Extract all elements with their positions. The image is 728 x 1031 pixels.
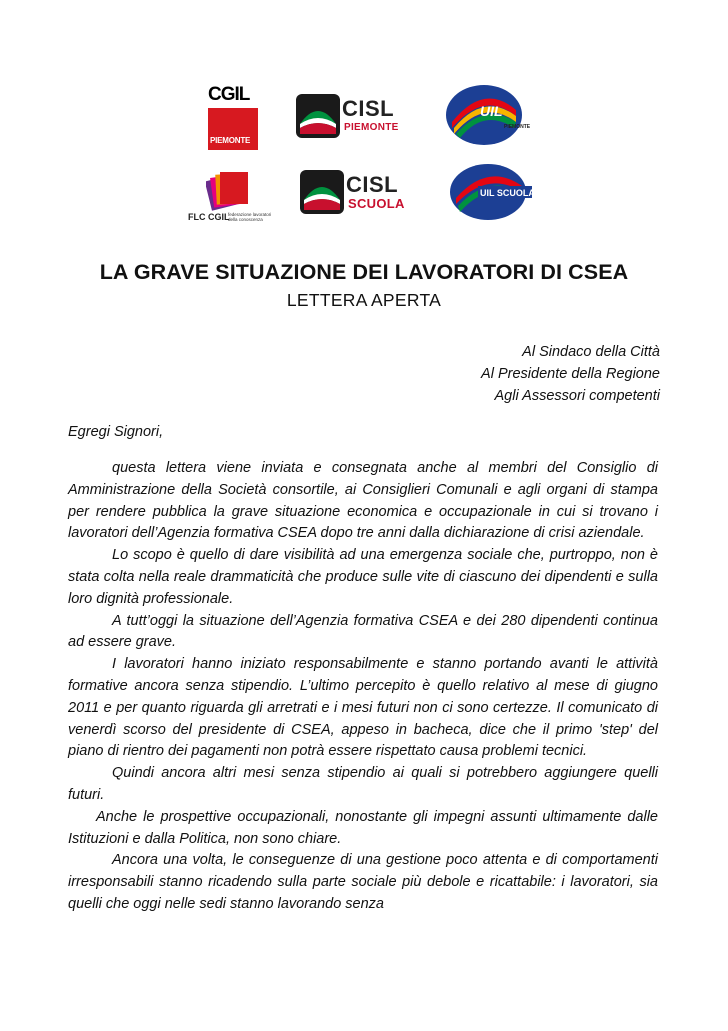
cgil-piemonte-logo	[208, 84, 258, 156]
recipient-mayor: Al Sindaco della Città	[522, 344, 660, 360]
cgil-logo-word: CGIL	[208, 84, 250, 105]
cisl-scuola-logo-word: CISL	[346, 172, 399, 197]
salutation: Egregi Signori,	[68, 424, 164, 440]
cisl-piemonte-logo	[296, 94, 416, 140]
uil-scuola-logo	[448, 162, 534, 222]
recipient-assessors: Agli Assessori competenti	[494, 388, 660, 404]
uil-piemonte-logo	[444, 82, 538, 148]
uil-logo-word: UIL	[480, 103, 503, 119]
paragraph: Anche le prospettive occupazionali, nonostante gli impegni assunti ultimamente dalle Istituzioni e dalla Politica, non sono chiare.	[68, 808, 658, 847]
flc-sheets-icon	[206, 168, 250, 212]
cisl-logo-word: CISL	[342, 96, 395, 121]
cisl-emblem-icon	[296, 94, 340, 138]
paragraph: questa lettera viene inviata e consegnata anche al membri del Consiglio di Amministrazione della Società consortile, ai Consiglieri Comunali e agli organi di stampa per rendere pubblica la grave situazione economica e occupazionale in cui si trovano i lavoratori dell’Agenzia formativa CSEA dopo tre anni dalla dichiarazione di crisi aziendale.	[68, 460, 658, 542]
flc-cgil-logo	[188, 168, 280, 230]
recipient-president: Al Presidente della Regione	[481, 366, 660, 382]
letter-body	[68, 458, 658, 916]
cisl-scuola-logo	[300, 170, 416, 216]
uil-logo-region: PIEMONTE	[504, 124, 531, 130]
uil-scuola-logo-word: UIL SCUOLA	[480, 188, 534, 198]
paragraph: Ancora una volta, le conseguenze di una gestione poco attenta e di comportamenti irresponsabili stanno ricadendo sulla parte sociale più debole e ricattabile: i lavoratori, sia quelli che oggi nelle sedi stanno lavorando senza	[68, 852, 658, 912]
flc-logo-word: FLC CGIL	[188, 212, 230, 222]
cisl-scuola-emblem-icon	[300, 170, 344, 214]
cisl-logo-region: PIEMONTE	[344, 122, 399, 133]
paragraph: Quindi ancora altri mesi senza stipendio ai quali si potrebbero aggiungere quelli futuri.	[68, 765, 658, 803]
page-subtitle: LETTERA APERTA	[286, 290, 442, 310]
paragraph: I lavoratori hanno iniziato responsabilmente e stanno portando avanti le attività formative ancora senza stipendio. L’ultimo percepito è quello relativo al mese di giugno 2011 e per quanto riguarda gli arretrati e i mesi futuri non ci sono certezze. Il comunicato di venerdì scorso del presidente di CSEA, appeso in bacheca, dice che il primo 'step' del piano di rientro dei pagamenti non potrà essere rispettato causa problemi tecnici.	[68, 656, 658, 760]
paragraph: A tutt’oggi la situazione dell’Agenzia formativa CSEA e dei 280 dipendenti continua ad essere grave.	[68, 612, 658, 651]
cgil-logo-region: PIEMONTE	[210, 136, 251, 145]
flc-logo-tagline: federazione lavoratori della conoscenza	[228, 212, 272, 222]
page-title: LA GRAVE SITUAZIONE DEI LAVORATORI DI CSEA	[99, 260, 629, 284]
uil-scuola-emblem-icon	[448, 162, 534, 222]
paragraph: Lo scopo è quello di dare visibilità ad una emergenza sociale che, purtroppo, non è stata colta nella reale drammaticità che produce sulle vite di ciascuno dei dipendenti e sulla loro dignità professionale.	[68, 547, 658, 607]
uil-emblem-icon	[444, 82, 538, 148]
cisl-scuola-logo-region: SCUOLA	[348, 196, 405, 211]
